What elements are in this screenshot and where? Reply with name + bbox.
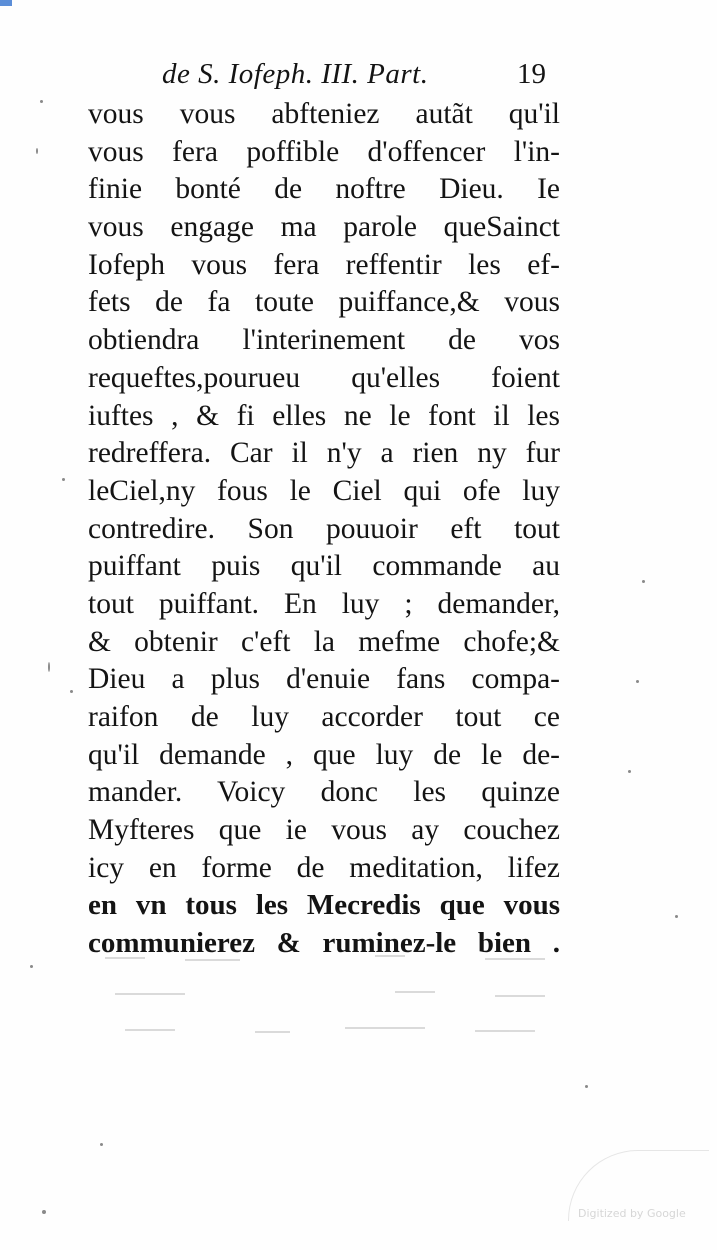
text-line: vous engage ma parole queSainct <box>88 211 560 244</box>
text-line: redreffera. Car il n'y a rien ny fur <box>88 437 560 470</box>
paper-speck <box>40 100 43 103</box>
text-line: finie bonté de noftre Dieu. Ie <box>88 173 560 206</box>
text-line: contredire. Son pouuoir eft tout <box>88 512 560 545</box>
paper-speck <box>62 478 65 481</box>
text-line: & obtenir c'eft la mefme chofe;& <box>88 625 560 658</box>
paper-speck <box>675 915 678 918</box>
paper-speck <box>642 580 645 583</box>
text-line: Iofeph vous fera reffentir les ef- <box>88 248 560 281</box>
bleed-through-marks <box>95 945 565 1045</box>
paper-speck <box>70 690 73 693</box>
paper-speck <box>30 965 33 968</box>
text-line: puiffant puis qu'il commande au <box>88 550 560 583</box>
text-line: qu'il demande , que luy de le de- <box>88 738 560 771</box>
text-line: vous fera poffible d'offencer l'in- <box>88 135 560 168</box>
scan-corner-mark <box>0 0 12 6</box>
paper-speck <box>42 1210 46 1214</box>
page-number: 19 <box>517 58 546 90</box>
text-line: mander. Voicy donc les quinze <box>88 776 560 809</box>
bold-text-line: en vn tous les Mecredis que vous <box>88 889 560 922</box>
text-line: obtiendra l'interinement de vos <box>88 324 560 357</box>
text-line: vous vous abfteniez autãt qu'il <box>88 98 560 130</box>
library-watermark: Digitized by Google <box>578 1207 686 1220</box>
text-line: Myfteres que ie vous ay couchez <box>88 814 560 847</box>
paper-speck <box>585 1085 588 1088</box>
paper-speck <box>636 680 639 683</box>
bold-text-line: communierez & ruminez-le bien . <box>88 927 560 960</box>
text-line: requeftes,pourueu qu'elles foient <box>88 361 560 394</box>
text-line: tout puiffant. En luy ; demander, <box>88 587 560 620</box>
paper-speck <box>100 1143 103 1146</box>
paper-speck <box>48 662 50 672</box>
paper-speck <box>36 148 38 154</box>
body-text <box>88 96 578 963</box>
text-line: iuftes , & fi elles ne le font il les <box>88 399 560 432</box>
paper-speck <box>628 770 631 773</box>
text-line: icy en forme de meditation, lifez <box>88 851 560 884</box>
text-line: leCiel,ny fous le Ciel qui ofe luy <box>88 474 560 507</box>
text-line: Dieu a plus d'enuie fans compa- <box>88 663 560 696</box>
running-head: de S. Iofeph. III. Part. <box>162 58 429 90</box>
text-line: fets de fa toute puiffance,& vous <box>88 286 560 319</box>
text-line: raifon de luy accorder tout ce <box>88 701 560 733</box>
page-header <box>162 58 582 98</box>
